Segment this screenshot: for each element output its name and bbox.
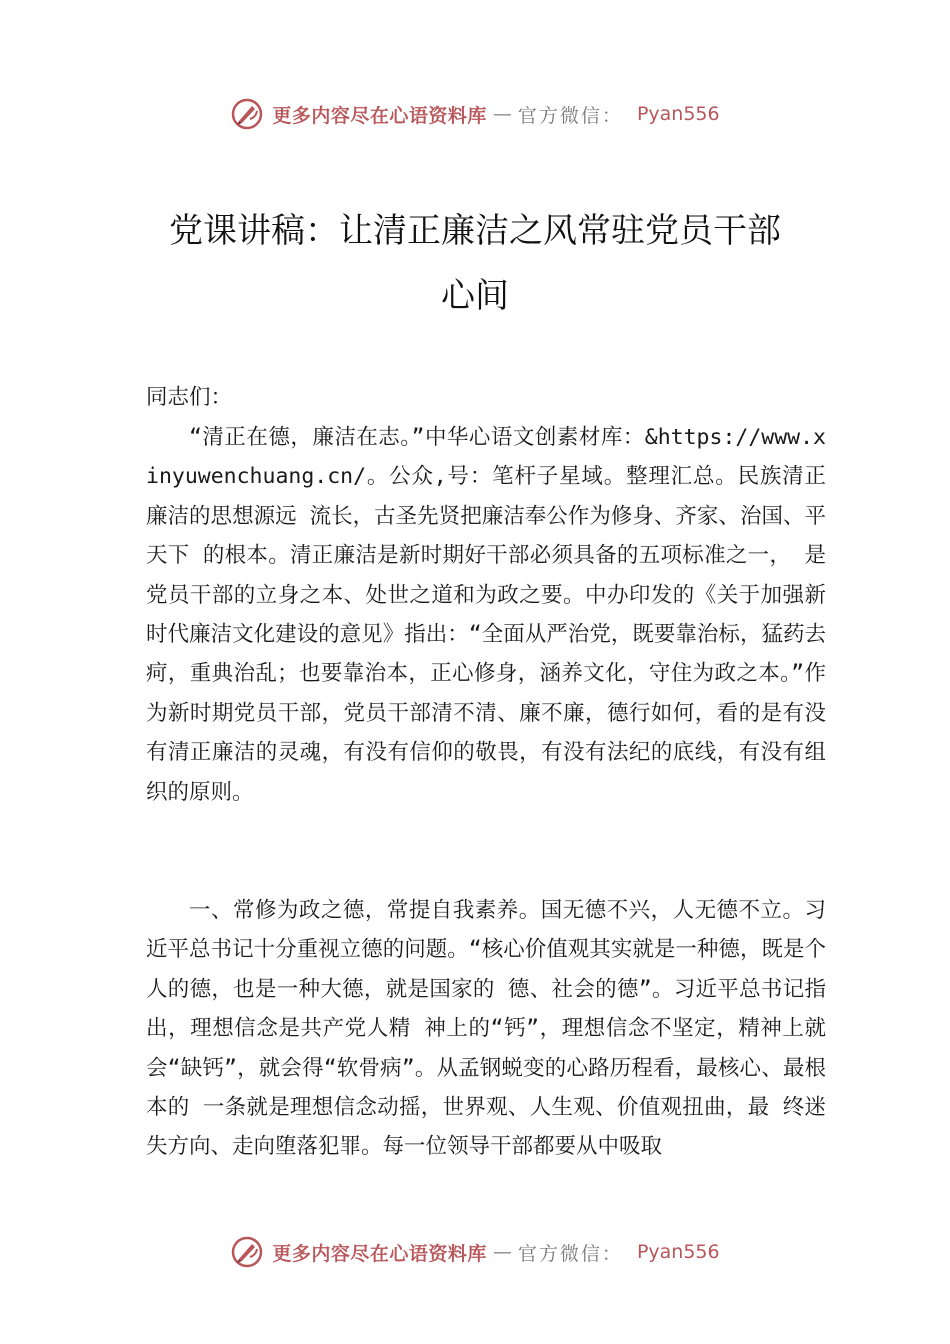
footer-banner <box>0 1232 950 1272</box>
document-title-line2: 心间 <box>441 276 509 316</box>
paragraph-2: 一、常修为政之德，常提自我素养。国无德不兴，人无德不立。习近平总书记十分重视立德的问题。“核心价值观其实就是一种德，既是个人的德，也是一种大德，就是国家的 德、社会的德”。习近平总书记指出，理想信念是共产党人精 神上的“钙”，理想信念不坚定，精神上就会“缺钙”，就会得“软骨病”。从孟钢蜕变的心路历程看，最核心、最根本的 一条就是理想信念动摇，世界观、人生观、价值观扭曲，最 终迷失方向、走向堕落犯罪。每一位领导干部都要从中吸取 <box>146 898 826 1160</box>
pen-logo-icon <box>230 1235 264 1269</box>
library-text: 更多内容尽在心语资料库 <box>272 104 487 127</box>
wechat-id: Pyan556 <box>636 103 720 125</box>
banner-dash: — <box>492 1241 512 1263</box>
library-text: 更多内容尽在心语资料库 <box>272 1242 487 1265</box>
salutation: 同志们： <box>146 385 233 410</box>
header-banner <box>0 94 950 134</box>
banner-dash: — <box>492 103 512 125</box>
paragraph-1: “清正在德，廉洁在志。”中华心语文创素材库：&https://www.xinyuwenchuang.cn/。公众,号：笔杆子星域。整理汇总。民族清正廉洁的思想源远 流长，古圣先贤把廉洁奉公作为修身、齐家、治国、平天下 的根本。清正廉洁是新时期好干部必须具备的五项标准之一， 是党员干部的立身之本、处世之道和为政之要。中办印发的《关于加强新时代廉洁文化建设的意见》指出：“全面从严治党，既要靠治标，猛药去疴，重典治乱；也要靠治本，正心修身，涵养文化，守住为政之本。”作为新时期党员干部，党员干部清不清、廉不廉，德行如何，看的是有没有清正廉洁的灵魂，有没有信仰的敬畏，有没有法纪的底线，有没有组织的原则。 <box>146 425 826 805</box>
pen-logo-icon <box>230 97 264 131</box>
document-title-line1: 党课讲稿：让清正廉洁之风常驻党员干部 <box>169 211 781 251</box>
wechat-id: Pyan556 <box>636 1241 720 1263</box>
wechat-label: 官方微信： <box>517 104 623 127</box>
wechat-label: 官方微信： <box>517 1242 623 1265</box>
